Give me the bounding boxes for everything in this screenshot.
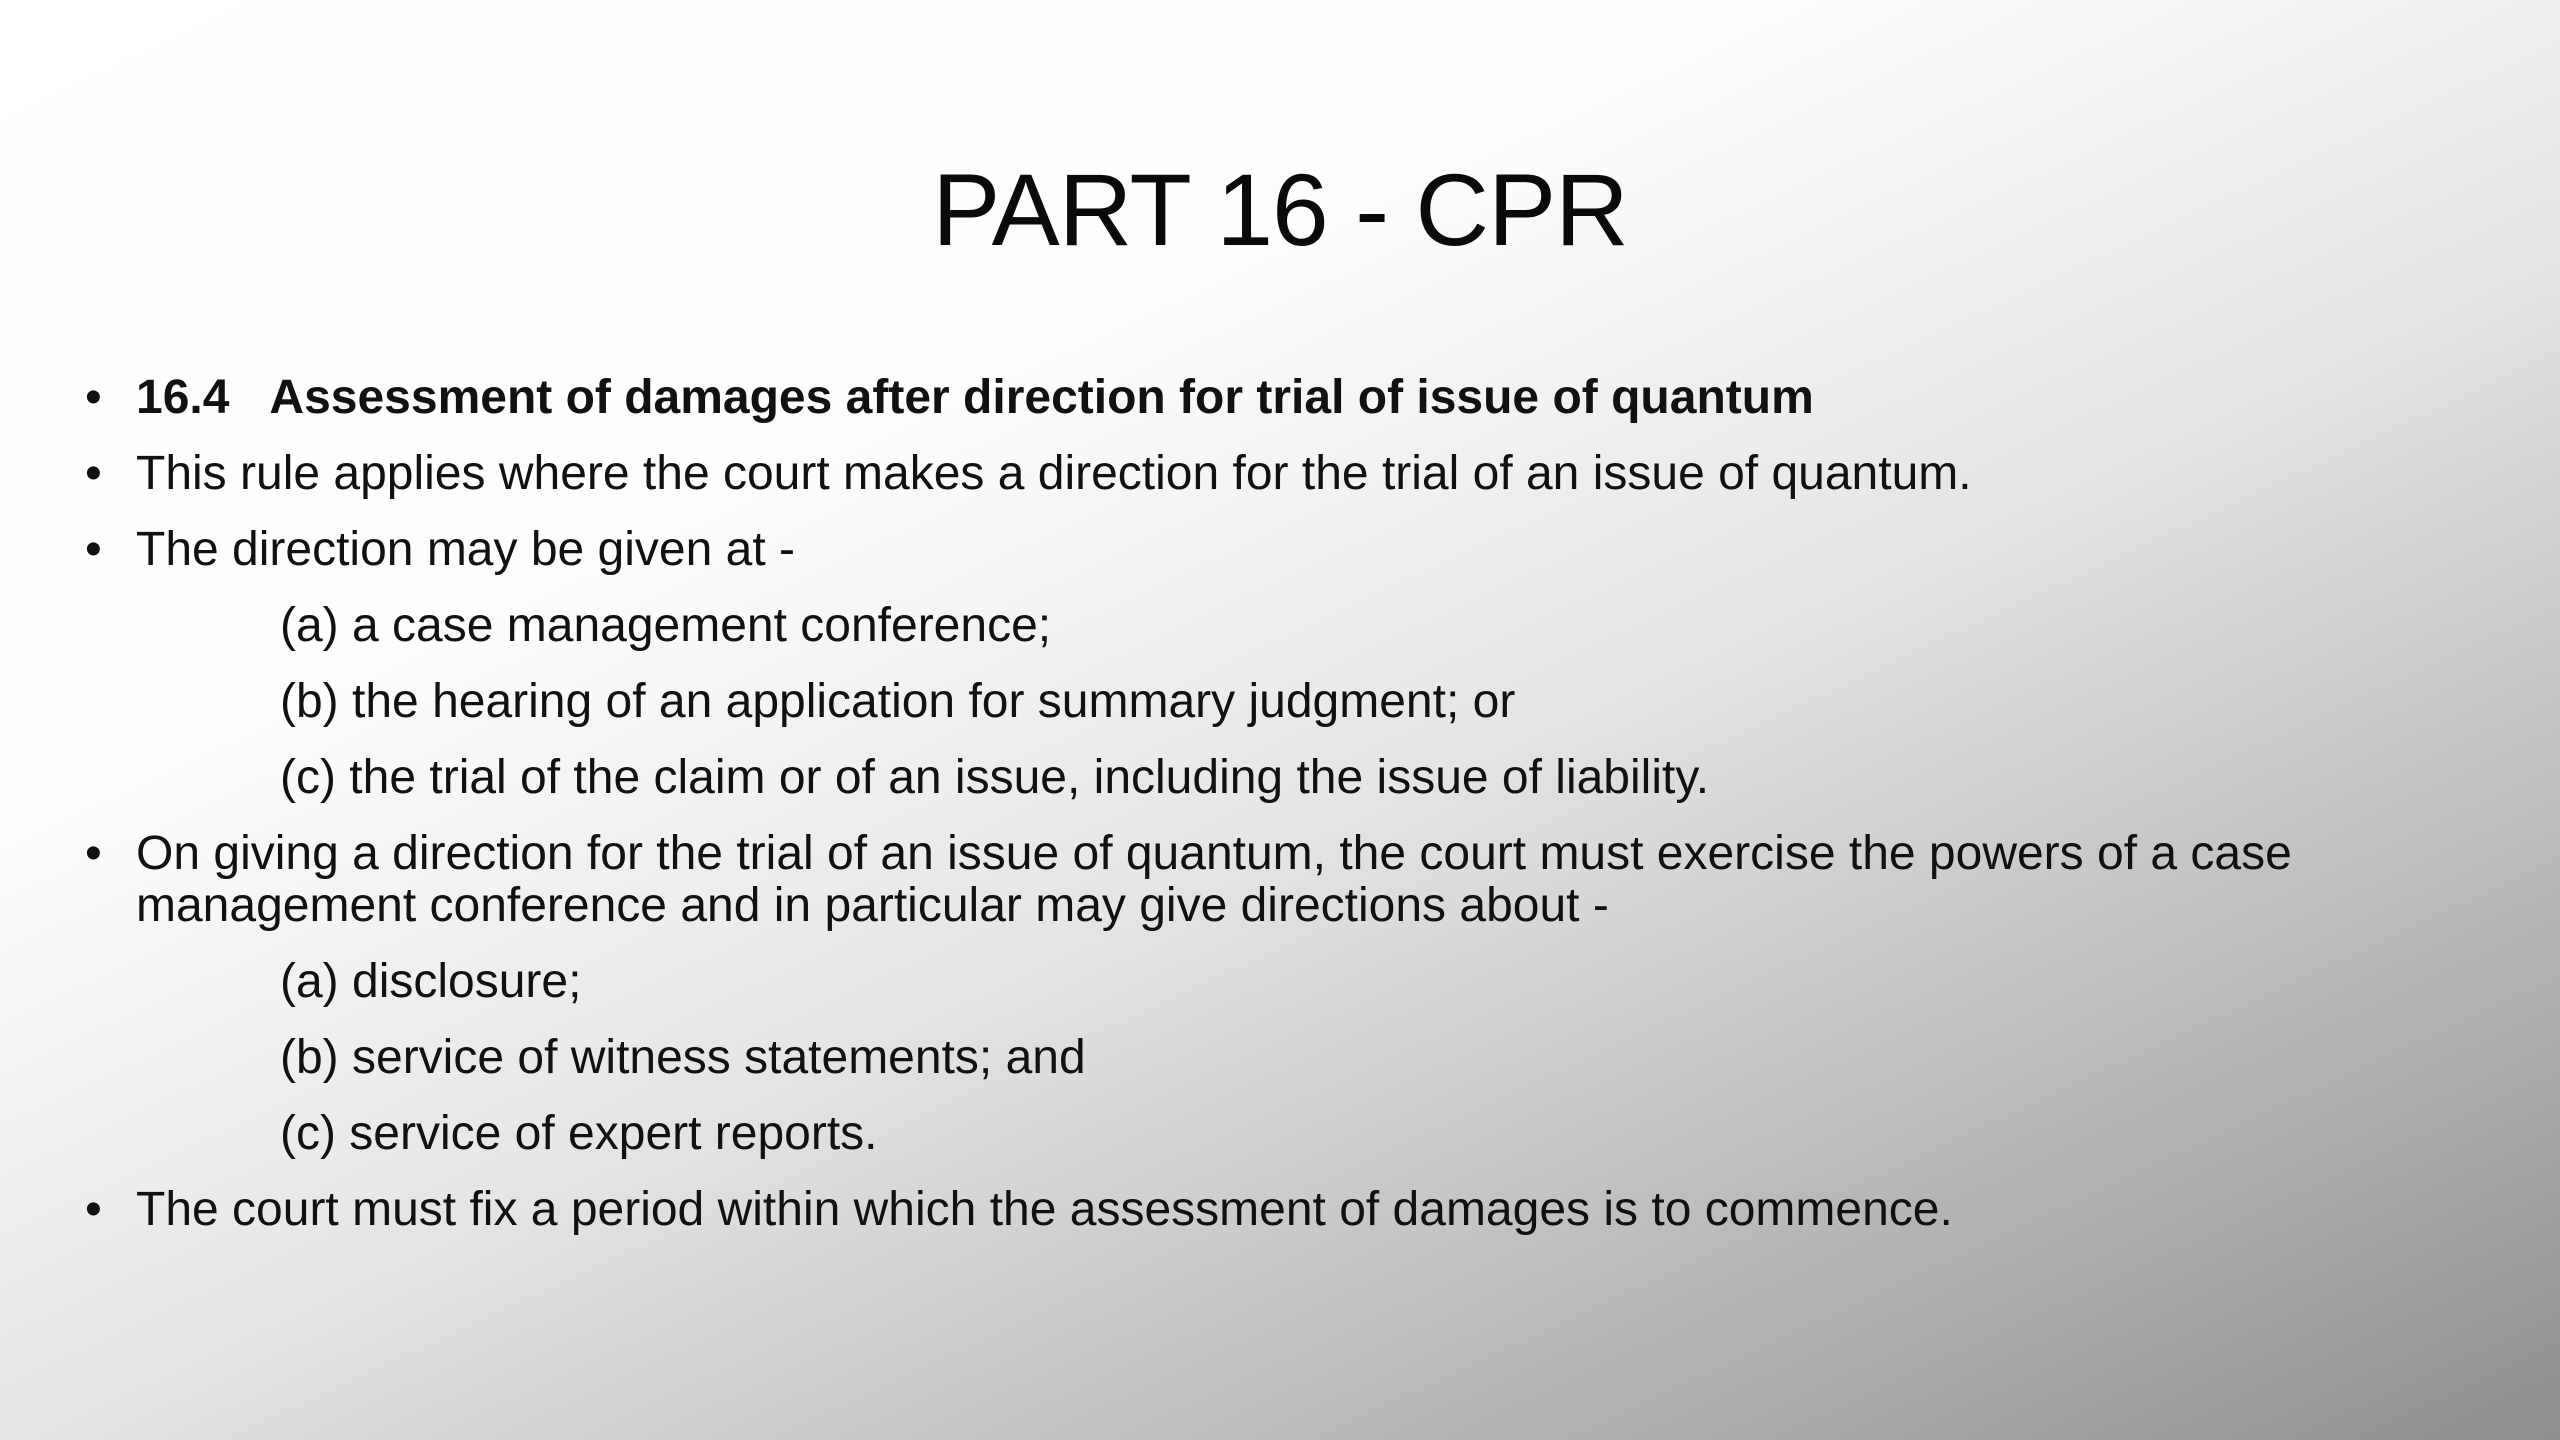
bullet-rule-heading <box>85 372 2485 424</box>
bullet-icon: • <box>85 1183 102 1236</box>
bullet-icon: • <box>85 447 102 500</box>
rule-heading: Assessment of damages after direction for trial of issue of quantum <box>269 371 1814 424</box>
slide-title: PART 16 - CPR <box>932 153 1628 267</box>
sub-item: (c) service of expert reports. <box>280 1107 878 1160</box>
bullet-icon: • <box>85 371 102 424</box>
bullet-item <box>85 524 2485 576</box>
bullet-item <box>85 448 2485 500</box>
sub-item: (a) a case management conference; <box>280 599 1052 652</box>
sub-item: (c) the trial of the claim or of an issue, including the issue of liability. <box>280 751 1710 804</box>
rule-number: 16.4 <box>136 371 230 424</box>
bullet-item <box>85 1184 2485 1236</box>
bullet-icon: • <box>85 827 102 880</box>
bullet-icon: • <box>85 523 102 576</box>
bullet-item <box>85 828 2546 932</box>
bullet-text: The direction may be given at - <box>136 523 795 576</box>
sub-item: (b) the hearing of an application for summary judgment; or <box>280 675 1516 728</box>
bullet-text: This rule applies where the court makes a direction for the trial of an issue of quantum. <box>136 447 1972 500</box>
slide-body <box>85 372 2485 1260</box>
bullet-text: The court must fix a period within which the assessment of damages is to commence. <box>136 1183 1953 1236</box>
bullet-text: On giving a direction for the trial of an issue of quantum, the court must exercise the powers of a case management conference and in particular may give directions about - <box>136 827 2292 932</box>
sub-item: (a) disclosure; <box>280 955 582 1008</box>
sub-item: (b) service of witness statements; and <box>280 1031 1086 1084</box>
